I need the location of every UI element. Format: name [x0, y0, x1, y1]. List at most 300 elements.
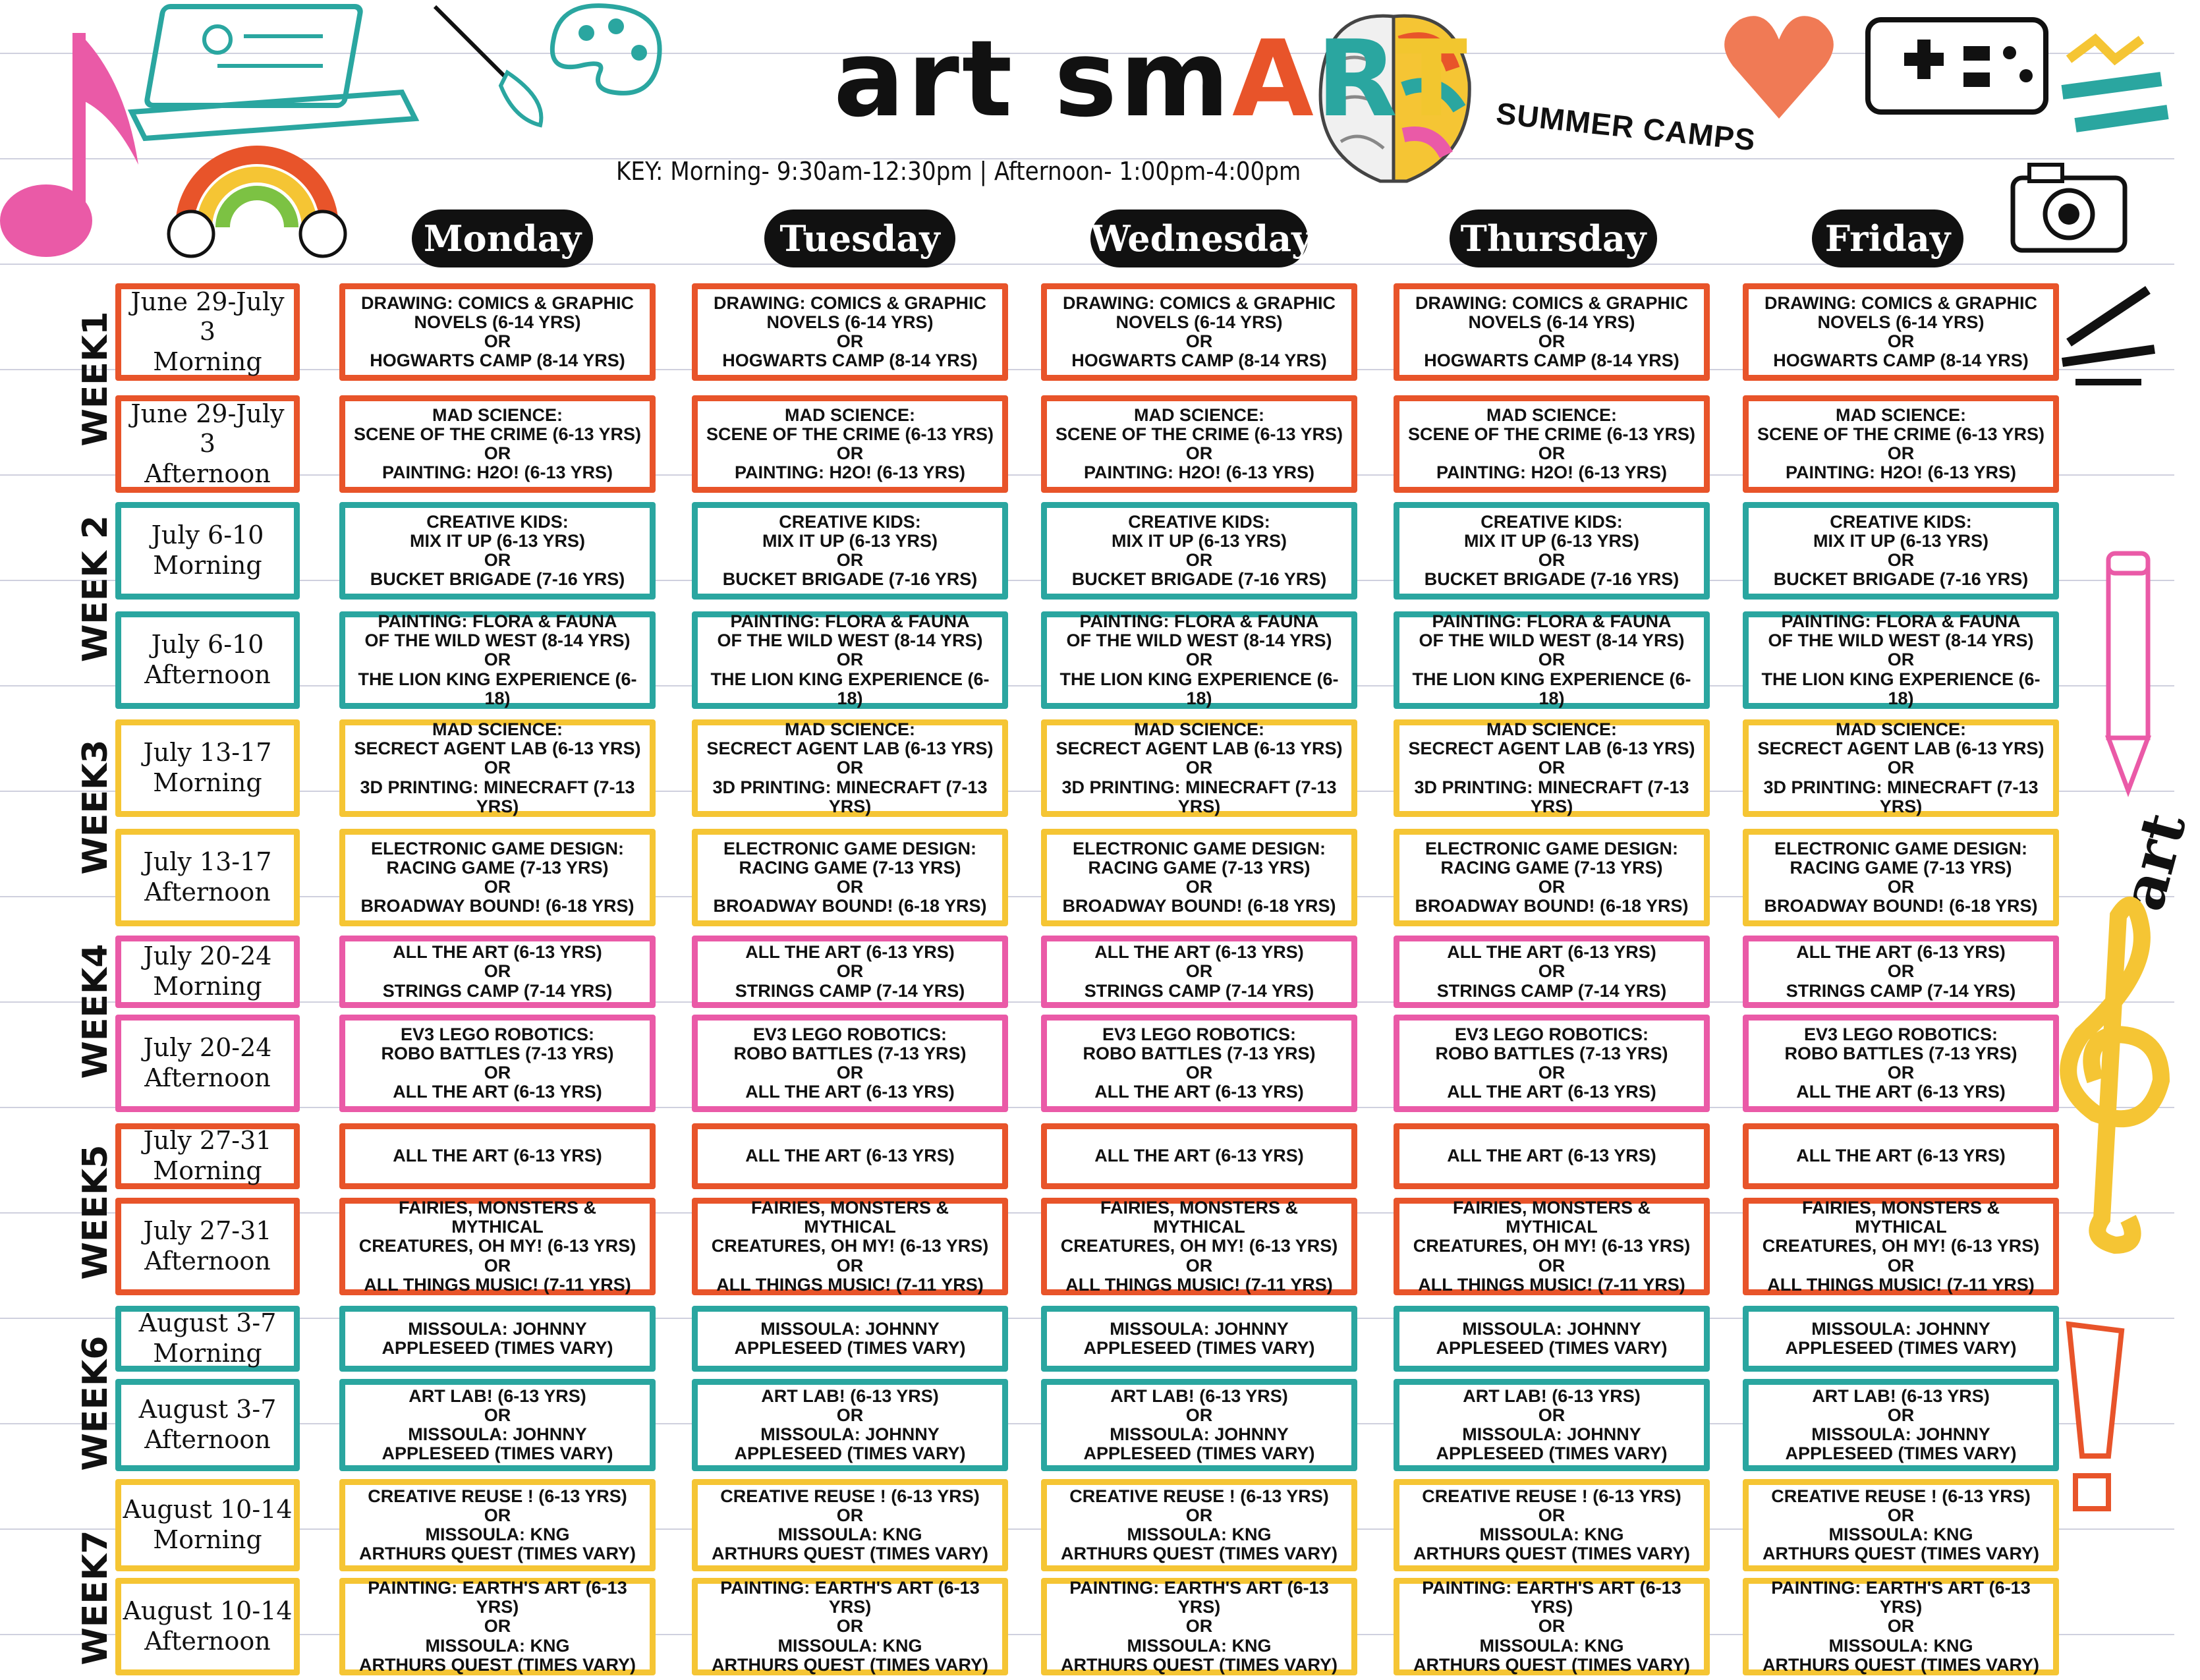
- camp-line: PAINTING: FLORA & FAUNA: [730, 611, 970, 632]
- camp-line: CREATURES, OH MY! (6-13 YRS): [1762, 1236, 2040, 1256]
- camp-line: OF THE WILD WEST (8-14 YRS): [1419, 630, 1685, 651]
- camp-line: MAD SCIENCE:: [1835, 719, 1966, 740]
- camp-cell-friday: [1743, 1198, 2059, 1295]
- camp-cell-thursday: [1394, 283, 1710, 381]
- camp-line: ARTHURS QUEST (TIMES VARY): [1060, 1544, 1338, 1564]
- slot-period: Morning: [153, 1525, 262, 1554]
- session-slot: [115, 1123, 300, 1189]
- or-separator: OR: [836, 650, 864, 670]
- or-separator: OR: [1185, 443, 1213, 463]
- camp-line: MAD SCIENCE:: [784, 405, 915, 425]
- week-label-7: WEEK7: [76, 1530, 115, 1666]
- camp-cell-thursday: [1394, 395, 1710, 493]
- camp-line: SECRECT AGENT LAB (6-13 YRS): [354, 739, 641, 759]
- slot-period: Morning: [153, 972, 262, 1001]
- camp-line: RACING GAME (7-13 YRS): [1088, 857, 1311, 878]
- or-separator: OR: [484, 1505, 511, 1525]
- camp-cell-thursday: [1394, 719, 1710, 817]
- camp-line: ART LAB! (6-13 YRS): [1812, 1386, 1990, 1406]
- camp-cell-wednesday: [1041, 395, 1357, 493]
- camp-line: ARTHURS QUEST (TIMES VARY): [1413, 1544, 1690, 1564]
- camp-cell-tuesday: [692, 1479, 1008, 1571]
- camp-line: 3D PRINTING: MINECRAFT (7-13 YRS): [1414, 777, 1689, 816]
- camp-line: 3D PRINTING: MINECRAFT (7-13 YRS): [1061, 777, 1337, 816]
- camp-line: MISSOULA: JOHNNY: [1110, 1424, 1289, 1444]
- camp-line: MISSOULA: JOHNNY: [408, 1318, 587, 1339]
- camp-line: ALL THE ART (6-13 YRS): [745, 1082, 955, 1102]
- camp-line: PAINTING: H2O! (6-13 YRS): [734, 462, 966, 483]
- or-separator: OR: [1538, 650, 1565, 670]
- camp-cell-friday: [1743, 1379, 2059, 1471]
- camp-line: SCENE OF THE CRIME (6-13 YRS): [1407, 424, 1696, 444]
- camp-line: ALL THE ART (6-13 YRS): [1447, 1146, 1656, 1166]
- camp-cell-thursday: [1394, 1379, 1710, 1471]
- camp-line: PAINTING: FLORA & FAUNA: [1432, 611, 1672, 632]
- page-title: [833, 17, 1470, 140]
- camp-line: 3D PRINTING: MINECRAFT (7-13 YRS): [1763, 777, 2039, 816]
- or-separator: OR: [484, 877, 511, 897]
- camp-cell-wednesday: [1041, 719, 1357, 817]
- camp-line: FAIRIES, MONSTERS & MYTHICAL: [1452, 1198, 1651, 1237]
- camp-line: ALL THE ART (6-13 YRS): [1094, 1082, 1304, 1102]
- or-separator: OR: [1185, 1405, 1213, 1425]
- camp-line: ALL THE ART (6-13 YRS): [1796, 1082, 2006, 1102]
- camp-line: PAINTING: EARTH'S ART (6-13 YRS): [1422, 1578, 1681, 1617]
- or-separator: OR: [836, 1063, 864, 1082]
- slot-period: Morning: [153, 768, 262, 797]
- camp-line: MISSOULA: KNG: [777, 1635, 922, 1656]
- slot-period: Morning: [153, 551, 262, 580]
- camp-line: STRINGS CAMP (7-14 YRS): [735, 980, 965, 1001]
- camp-cell-wednesday: [1041, 1379, 1357, 1471]
- camp-line: MIX IT UP (6-13 YRS): [1111, 530, 1287, 551]
- camp-cell-tuesday: [692, 395, 1008, 493]
- session-slot: [115, 1578, 300, 1675]
- slot-date: July 13-17: [143, 847, 272, 877]
- session-slot: [115, 719, 300, 817]
- day-header-friday: Friday: [1812, 210, 1963, 267]
- camp-cell-tuesday: [692, 1015, 1008, 1112]
- or-separator: OR: [1185, 650, 1213, 670]
- camp-line: MAD SCIENCE:: [432, 405, 563, 425]
- day-header-tuesday: Tuesday: [764, 210, 955, 267]
- camp-line: ALL THE ART (6-13 YRS): [1447, 942, 1656, 963]
- camp-cell-monday: [339, 611, 656, 709]
- camp-line: STRINGS CAMP (7-14 YRS): [1084, 980, 1314, 1001]
- camp-line: PAINTING: H2O! (6-13 YRS): [1083, 462, 1315, 483]
- camp-line: ELECTRONIC GAME DESIGN:: [1072, 838, 1326, 858]
- camp-line: RACING GAME (7-13 YRS): [1440, 857, 1663, 878]
- day-header-thursday: Thursday: [1450, 210, 1657, 267]
- camp-cell-friday: [1743, 1015, 2059, 1112]
- camp-line: CREATURES, OH MY! (6-13 YRS): [1060, 1236, 1338, 1256]
- camp-cell-wednesday: [1041, 611, 1357, 709]
- camp-line: BUCKET BRIGADE (7-16 YRS): [1424, 569, 1679, 590]
- camp-cell-thursday: [1394, 1198, 1710, 1295]
- camp-line: RACING GAME (7-13 YRS): [739, 857, 961, 878]
- title-letter-a: A: [1232, 17, 1316, 140]
- camp-line: ELECTRONIC GAME DESIGN:: [1774, 838, 2027, 858]
- slot-period: Morning: [153, 1156, 262, 1185]
- session-slot: [115, 1306, 300, 1372]
- or-separator: OR: [1887, 758, 1915, 778]
- camp-line: DRAWING: COMICS & GRAPHIC: [361, 293, 634, 313]
- or-separator: OR: [1185, 758, 1213, 778]
- slot-period: Afternoon: [144, 1425, 271, 1454]
- or-separator: OR: [836, 443, 864, 463]
- camp-line: BROADWAY BOUND! (6-18 YRS): [1062, 896, 1336, 916]
- camp-line: MISSOULA: JOHNNY: [408, 1424, 587, 1444]
- camp-line: NOVELS (6-14 YRS): [1468, 312, 1635, 332]
- camp-line: EV3 LEGO ROBOTICS:: [1454, 1024, 1649, 1044]
- camp-cell-thursday: [1394, 936, 1710, 1008]
- game-controller-icon: [1858, 0, 2056, 125]
- camp-cell-thursday: [1394, 1123, 1710, 1189]
- camp-line: SECRECT AGENT LAB (6-13 YRS): [1056, 739, 1343, 759]
- or-separator: OR: [836, 961, 864, 982]
- session-slot: [115, 1479, 300, 1571]
- slot-date: July 27-31: [143, 1216, 272, 1246]
- camp-cell-monday: [339, 1306, 656, 1372]
- camp-line: HOGWARTS CAMP (8-14 YRS): [1424, 350, 1679, 371]
- camp-line: ALL THE ART (6-13 YRS): [1094, 1146, 1304, 1166]
- session-slot: [115, 1379, 300, 1471]
- camp-line: OF THE WILD WEST (8-14 YRS): [717, 630, 983, 651]
- slot-date: August 3-7: [138, 1308, 277, 1338]
- title-letter-r: R: [1316, 17, 1396, 140]
- or-separator: OR: [836, 1255, 864, 1275]
- or-separator: OR: [484, 1405, 511, 1425]
- camp-line: ALL THINGS MUSIC! (7-11 YRS): [1065, 1274, 1333, 1295]
- camp-line: BUCKET BRIGADE (7-16 YRS): [370, 569, 625, 590]
- or-separator: OR: [1185, 550, 1213, 570]
- camp-cell-tuesday: [692, 283, 1008, 381]
- slot-date: July 13-17: [143, 738, 272, 768]
- camp-line: CREATIVE KIDS:: [1481, 511, 1623, 532]
- camp-line: NOVELS (6-14 YRS): [766, 312, 934, 332]
- or-separator: OR: [1538, 1505, 1565, 1525]
- or-separator: OR: [1538, 758, 1565, 778]
- camp-line: APPLESEED (TIMES VARY): [734, 1443, 966, 1464]
- camp-line: ART LAB! (6-13 YRS): [1110, 1386, 1288, 1406]
- or-separator: OR: [1185, 1505, 1213, 1525]
- camp-line: APPLESEED (TIMES VARY): [1436, 1338, 1668, 1358]
- camp-cell-tuesday: [692, 1379, 1008, 1471]
- camp-line: CREATIVE REUSE ! (6-13 YRS): [1771, 1486, 2031, 1506]
- camp-line: MAD SCIENCE:: [1486, 405, 1617, 425]
- camp-line: CREATURES, OH MY! (6-13 YRS): [1413, 1236, 1691, 1256]
- camp-line: DRAWING: COMICS & GRAPHIC: [1063, 293, 1336, 313]
- or-separator: OR: [1538, 1063, 1565, 1082]
- week-label-1: WEEK1: [76, 311, 115, 447]
- camp-line: SECRECT AGENT LAB (6-13 YRS): [706, 739, 994, 759]
- day-header-monday: Monday: [412, 210, 593, 267]
- camp-line: MAD SCIENCE:: [1486, 719, 1617, 740]
- camp-line: ALL THE ART (6-13 YRS): [745, 942, 955, 963]
- camp-line: MISSOULA: KNG: [1479, 1525, 1624, 1544]
- camp-line: SECRECT AGENT LAB (6-13 YRS): [1408, 739, 1695, 759]
- camp-line: FAIRIES, MONSTERS & MYTHICAL: [1801, 1198, 2000, 1237]
- camp-cell-tuesday: [692, 1198, 1008, 1295]
- camp-line: ARTHURS QUEST (TIMES VARY): [1762, 1544, 2039, 1564]
- camp-line: MIX IT UP (6-13 YRS): [1463, 530, 1640, 551]
- camp-line: MISSOULA: JOHNNY: [1811, 1318, 1990, 1339]
- camp-line: APPLESEED (TIMES VARY): [1785, 1443, 2017, 1464]
- or-separator: OR: [1887, 1255, 1915, 1275]
- camp-line: MISSOULA: KNG: [425, 1525, 570, 1544]
- camp-line: MAD SCIENCE:: [432, 719, 563, 740]
- or-separator: OR: [1887, 961, 1915, 982]
- week-label-2: WEEK 2: [76, 515, 115, 662]
- camp-line: MAD SCIENCE:: [1133, 405, 1264, 425]
- camp-line: ARTHURS QUEST (TIMES VARY): [1413, 1654, 1690, 1675]
- camp-line: THE LION KING EXPERIENCE (6-18): [358, 669, 637, 708]
- camp-line: BUCKET BRIGADE (7-16 YRS): [1071, 569, 1327, 590]
- camp-line: PAINTING: EARTH'S ART (6-13 YRS): [720, 1578, 980, 1617]
- or-separator: OR: [1185, 1063, 1213, 1082]
- camp-cell-tuesday: [692, 1306, 1008, 1372]
- camp-cell-wednesday: [1041, 1015, 1357, 1112]
- camp-cell-monday: [339, 1479, 656, 1571]
- camp-line: MISSOULA: KNG: [1127, 1525, 1272, 1544]
- or-separator: OR: [1887, 650, 1915, 670]
- camp-cell-friday: [1743, 1306, 2059, 1372]
- camp-line: BROADWAY BOUND! (6-18 YRS): [360, 896, 635, 916]
- session-slot: [115, 283, 300, 381]
- title-letter-t: T: [1395, 17, 1470, 140]
- week-label-4: WEEK4: [76, 943, 115, 1079]
- camp-line: RACING GAME (7-13 YRS): [386, 857, 609, 878]
- camp-line: PAINTING: FLORA & FAUNA: [1079, 611, 1319, 632]
- slot-date: June 29-July 3: [130, 399, 285, 459]
- camp-line: NOVELS (6-14 YRS): [414, 312, 581, 332]
- camp-cell-friday: [1743, 719, 2059, 817]
- camp-line: APPLESEED (TIMES VARY): [381, 1338, 613, 1358]
- camp-line: MISSOULA: JOHNNY: [1462, 1424, 1641, 1444]
- slot-date: July 20-24: [143, 1033, 272, 1063]
- camp-cell-wednesday: [1041, 283, 1357, 381]
- art-word-decoration: art: [2107, 806, 2200, 918]
- camp-line: 3D PRINTING: MINECRAFT (7-13 YRS): [712, 777, 988, 816]
- camp-cell-thursday: [1394, 502, 1710, 600]
- camp-line: RACING GAME (7-13 YRS): [1790, 857, 2012, 878]
- camp-line: CREATIVE REUSE ! (6-13 YRS): [720, 1486, 980, 1506]
- camp-cell-wednesday: [1041, 936, 1357, 1008]
- or-separator: OR: [484, 650, 511, 670]
- time-key: KEY: Morning- 9:30am-12:30pm | Afternoon- 1:00pm-4:00pm: [616, 157, 1301, 186]
- camp-line: ALL THE ART (6-13 YRS): [1796, 942, 2006, 963]
- week-label-6: WEEK6: [76, 1335, 115, 1471]
- session-slot: [115, 829, 300, 926]
- camp-line: MISSOULA: JOHNNY: [1811, 1424, 1990, 1444]
- camp-line: STRINGS CAMP (7-14 YRS): [1436, 980, 1667, 1001]
- camp-cell-friday: [1743, 395, 2059, 493]
- camp-line: DRAWING: COMICS & GRAPHIC: [1764, 293, 2037, 313]
- camp-cell-friday: [1743, 936, 2059, 1008]
- or-separator: OR: [484, 550, 511, 570]
- camp-line: ARTHURS QUEST (TIMES VARY): [711, 1654, 988, 1675]
- heart-icon: [1713, 0, 1845, 132]
- or-separator: OR: [484, 1063, 511, 1082]
- camp-line: ELECTRONIC GAME DESIGN:: [723, 838, 976, 858]
- camp-line: DRAWING: COMICS & GRAPHIC: [1415, 293, 1688, 313]
- slot-date: June 29-July 3: [130, 287, 285, 347]
- camp-cell-monday: [339, 502, 656, 600]
- camp-line: CREATURES, OH MY! (6-13 YRS): [358, 1236, 636, 1256]
- slot-period: Morning: [153, 1339, 262, 1368]
- session-slot: [115, 395, 300, 493]
- session-slot: [115, 502, 300, 600]
- camp-line: MISSOULA: JOHNNY: [1462, 1318, 1641, 1339]
- slot-period: Afternoon: [144, 1627, 271, 1656]
- camp-line: MAD SCIENCE:: [1133, 719, 1264, 740]
- camp-line: NOVELS (6-14 YRS): [1115, 312, 1283, 332]
- camp-line: CREATIVE KIDS:: [779, 511, 921, 532]
- camp-line: STRINGS CAMP (7-14 YRS): [382, 980, 613, 1001]
- or-separator: OR: [836, 550, 864, 570]
- camp-line: EV3 LEGO ROBOTICS:: [1803, 1024, 1998, 1044]
- camp-line: ARTHURS QUEST (TIMES VARY): [358, 1654, 636, 1675]
- camp-line: ART LAB! (6-13 YRS): [409, 1386, 586, 1406]
- camp-line: CREATIVE REUSE ! (6-13 YRS): [368, 1486, 627, 1506]
- or-separator: OR: [1887, 443, 1915, 463]
- camp-line: APPLESEED (TIMES VARY): [734, 1338, 966, 1358]
- camp-cell-friday: [1743, 611, 2059, 709]
- camp-cell-thursday: [1394, 829, 1710, 926]
- or-separator: OR: [836, 1405, 864, 1425]
- or-separator: OR: [1887, 1405, 1915, 1425]
- slot-period: Afternoon: [144, 459, 271, 488]
- camp-line: THE LION KING EXPERIENCE (6-18): [710, 669, 990, 708]
- camp-line: HOGWARTS CAMP (8-14 YRS): [370, 350, 625, 371]
- camp-line: APPLESEED (TIMES VARY): [1785, 1338, 2017, 1358]
- camp-cell-wednesday: [1041, 829, 1357, 926]
- camp-line: ARTHURS QUEST (TIMES VARY): [1060, 1654, 1338, 1675]
- camp-line: MISSOULA: KNG: [1127, 1635, 1272, 1656]
- slot-period: Afternoon: [144, 660, 271, 689]
- camp-line: MAD SCIENCE:: [784, 719, 915, 740]
- slot-period: Morning: [153, 347, 262, 376]
- camp-line: ALL THINGS MUSIC! (7-11 YRS): [716, 1274, 984, 1295]
- or-separator: OR: [1887, 550, 1915, 570]
- or-separator: OR: [1887, 1505, 1915, 1525]
- camp-line: ALL THE ART (6-13 YRS): [1094, 942, 1304, 963]
- camp-line: FAIRIES, MONSTERS & MYTHICAL: [750, 1198, 949, 1237]
- camp-line: MISSOULA: KNG: [1828, 1635, 1973, 1656]
- camp-line: ALL THE ART (6-13 YRS): [393, 1146, 602, 1166]
- slot-date: July 6-10: [151, 630, 264, 659]
- slot-date: July 27-31: [143, 1126, 272, 1156]
- camp-cell-tuesday: [692, 611, 1008, 709]
- camp-line: MAD SCIENCE:: [1835, 405, 1966, 425]
- subtitle: SUMMER CAMPS: [1494, 96, 1757, 157]
- camp-line: OF THE WILD WEST (8-14 YRS): [1066, 630, 1332, 651]
- or-separator: OR: [1185, 1616, 1213, 1637]
- camp-line: CREATIVE REUSE ! (6-13 YRS): [1069, 1486, 1329, 1506]
- camp-line: MISSOULA: JOHNNY: [760, 1424, 940, 1444]
- or-separator: OR: [484, 961, 511, 982]
- slot-date: August 10-14: [123, 1596, 293, 1626]
- camp-line: PAINTING: H2O! (6-13 YRS): [1436, 462, 1668, 483]
- camp-line: ROBO BATTLES (7-13 YRS): [1784, 1043, 2017, 1063]
- or-separator: OR: [836, 1505, 864, 1525]
- camp-line: BUCKET BRIGADE (7-16 YRS): [1773, 569, 2029, 590]
- camera-icon: [2003, 152, 2135, 257]
- camp-line: BUCKET BRIGADE (7-16 YRS): [722, 569, 978, 590]
- camp-cell-friday: [1743, 1123, 2059, 1189]
- camp-line: 3D PRINTING: MINECRAFT (7-13 YRS): [360, 777, 635, 816]
- slot-period: Afternoon: [144, 878, 271, 907]
- rainbow-icon: [165, 96, 349, 260]
- camp-line: BROADWAY BOUND! (6-18 YRS): [1415, 896, 1689, 916]
- camp-line: EV3 LEGO ROBOTICS:: [1102, 1024, 1297, 1044]
- camp-line: ALL THE ART (6-13 YRS): [1796, 1146, 2006, 1166]
- camp-line: CREATIVE KIDS:: [1128, 511, 1270, 532]
- stroke-marks-icon: [2049, 283, 2161, 389]
- camp-cell-monday: [339, 395, 656, 493]
- camp-cell-monday: [339, 1015, 656, 1112]
- camp-cell-thursday: [1394, 1479, 1710, 1571]
- camp-line: ELECTRONIC GAME DESIGN:: [1424, 838, 1678, 858]
- camp-cell-thursday: [1394, 611, 1710, 709]
- or-separator: OR: [836, 877, 864, 897]
- camp-line: DRAWING: COMICS & GRAPHIC: [714, 293, 986, 313]
- week-label-3: WEEK3: [76, 739, 115, 875]
- camp-line: BROADWAY BOUND! (6-18 YRS): [713, 896, 987, 916]
- camp-cell-thursday: [1394, 1578, 1710, 1675]
- camp-line: MISSOULA: KNG: [777, 1525, 922, 1544]
- or-separator: OR: [1185, 961, 1213, 982]
- camp-line: MISSOULA: KNG: [1828, 1525, 1973, 1544]
- camp-line: SCENE OF THE CRIME (6-13 YRS): [1055, 424, 1343, 444]
- session-slot: [115, 611, 300, 709]
- camp-line: MISSOULA: KNG: [425, 1635, 570, 1656]
- camp-cell-monday: [339, 1379, 656, 1471]
- camp-line: APPLESEED (TIMES VARY): [381, 1443, 613, 1464]
- camp-line: MISSOULA: JOHNNY: [760, 1318, 940, 1339]
- camp-cell-tuesday: [692, 719, 1008, 817]
- camp-cell-tuesday: [692, 936, 1008, 1008]
- or-separator: OR: [1887, 331, 1915, 351]
- camp-line: ALL THE ART (6-13 YRS): [393, 1082, 602, 1102]
- camp-line: HOGWARTS CAMP (8-14 YRS): [1071, 350, 1327, 371]
- camp-cell-monday: [339, 1578, 656, 1675]
- camp-line: ALL THE ART (6-13 YRS): [745, 1146, 955, 1166]
- camp-line: BROADWAY BOUND! (6-18 YRS): [1764, 896, 2038, 916]
- camp-line: MIX IT UP (6-13 YRS): [409, 530, 586, 551]
- camp-line: ALL THINGS MUSIC! (7-11 YRS): [1767, 1274, 2035, 1295]
- camp-cell-friday: [1743, 283, 2059, 381]
- camp-line: ALL THINGS MUSIC! (7-11 YRS): [364, 1274, 631, 1295]
- camp-line: ROBO BATTLES (7-13 YRS): [1083, 1043, 1316, 1063]
- or-separator: OR: [1185, 331, 1213, 351]
- or-separator: OR: [1538, 877, 1565, 897]
- camp-line: SCENE OF THE CRIME (6-13 YRS): [353, 424, 642, 444]
- camp-line: EV3 LEGO ROBOTICS:: [400, 1024, 595, 1044]
- or-separator: OR: [484, 758, 511, 778]
- camp-line: PAINTING: H2O! (6-13 YRS): [1785, 462, 2017, 483]
- session-slot: [115, 1198, 300, 1295]
- camp-line: PAINTING: FLORA & FAUNA: [1781, 611, 2021, 632]
- camp-cell-friday: [1743, 1578, 2059, 1675]
- camp-line: PAINTING: H2O! (6-13 YRS): [381, 462, 613, 483]
- treble-clef-icon: [2056, 889, 2174, 1252]
- slot-period: Afternoon: [144, 1063, 271, 1092]
- camp-line: FAIRIES, MONSTERS & MYTHICAL: [398, 1198, 597, 1237]
- slot-date: August 3-7: [138, 1395, 277, 1424]
- week-label-5: WEEK5: [76, 1144, 115, 1280]
- slot-date: August 10-14: [123, 1495, 293, 1525]
